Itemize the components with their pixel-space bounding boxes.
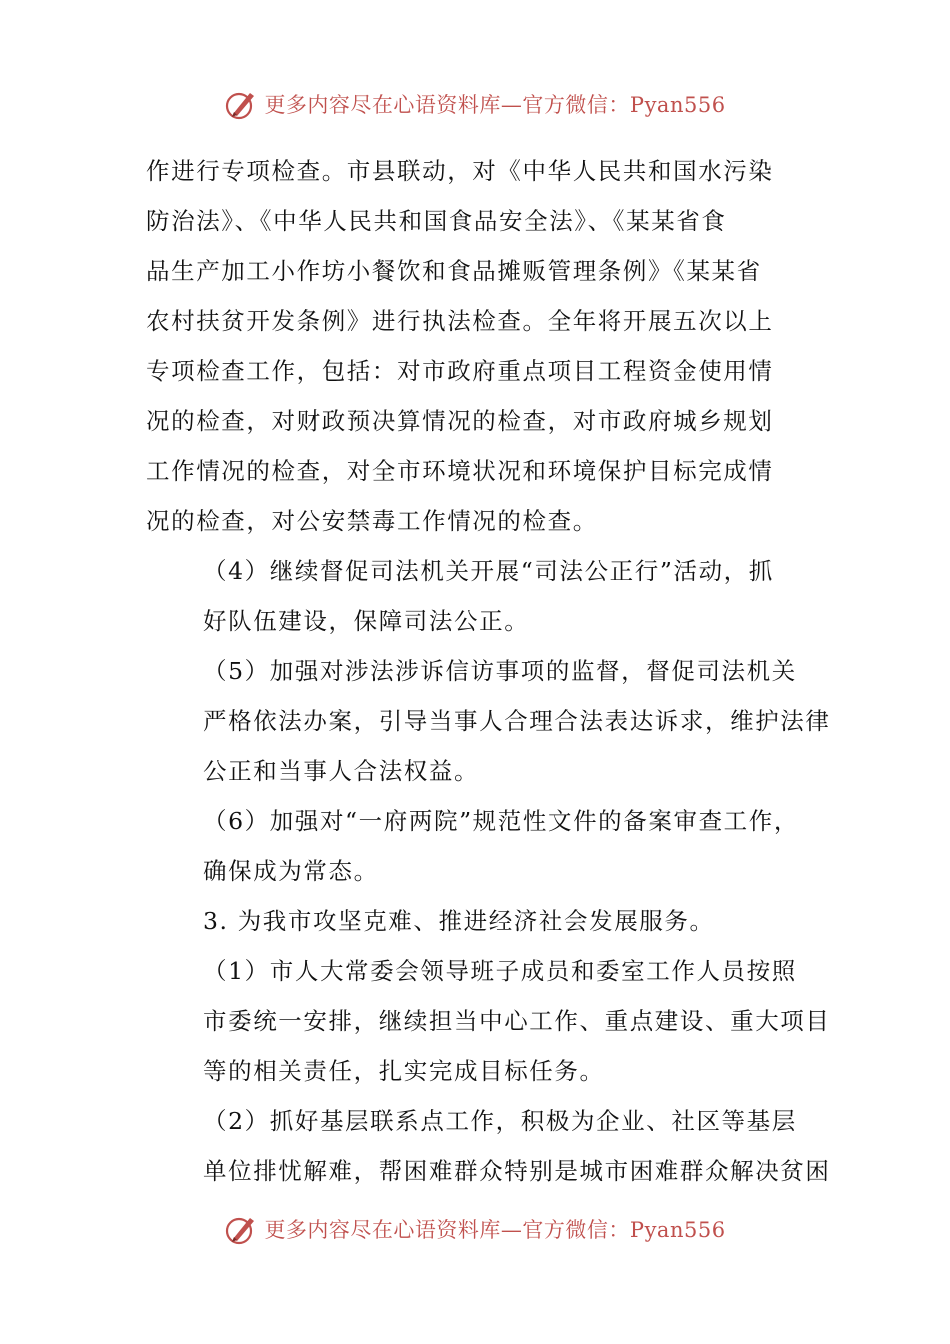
quill-pen-logo-icon [224,87,258,121]
text-line: 作进行专项检查。市县联动，对《中华人民共和国水污染 [146,157,774,185]
text-line: （6）加强对“一府两院”规范性文件的备案审查工作， [203,807,799,835]
paragraph [146,896,808,946]
paragraph [146,796,808,896]
document-body [146,146,831,1196]
text-line: 工作情况的检查，对全市环境状况和环境保护目标完成情 [146,457,774,485]
text-line: （1）市人大常委会领导班子成员和委室工作人员按照 [203,957,797,985]
text-line: 专项检查工作，包括：对市政府重点项目工程资金使用情 [146,357,774,385]
text-line: 农村扶贫开发条例》进行执法检查。全年将开展五次以上 [146,307,774,335]
banner-text: 更多内容尽在心语资料库—官方微信：Pyan556 [264,1218,726,1242]
paragraph [146,546,808,646]
text-line: 好队伍建设，保障司法公正。 [203,607,530,635]
header-banner [0,84,950,124]
text-line: （2）抓好基层联系点工作，积极为企业、社区等基层 [203,1107,797,1135]
text-line: 防治法》、《中华人民共和国食品安全法》、《某某省食 [146,207,727,235]
text-line: 确保成为常态。 [203,857,379,885]
quill-pen-logo-icon [224,1212,258,1246]
text-line: 等的相关责任，扎实完成目标任务。 [203,1057,605,1085]
text-line: 单位排忧解难，帮困难群众特别是城市困难群众解决贫困 [203,1157,831,1185]
text-line: 况的检查，对财政预决算情况的检查，对市政府城乡规划 [146,407,774,435]
paragraph [146,946,831,1096]
text-line: 市委统一安排，继续担当中心工作、重点建设、重大项目 [203,1007,831,1035]
text-line: 严格依法办案，引导当事人合理合法表达诉求，维护法律 [203,707,831,735]
text-line: 公正和当事人合法权益。 [203,757,480,785]
text-line: 况的检查，对公安禁毒工作情况的检查。 [146,507,598,535]
paragraph [146,146,808,546]
text-line: （5）加强对涉法涉诉信访事项的监督，督促司法机关 [203,657,797,685]
paragraph [146,1096,831,1196]
paragraph [146,646,831,796]
text-line: 品生产加工小作坊小餐饮和食品摊贩管理条例》《某某省 [146,257,762,285]
footer-banner [0,1209,950,1249]
text-line: 3. 为我市攻坚克难、推进经济社会发展服务。 [203,907,715,935]
text-line: （4）继续督促司法机关开展“司法公正行”活动，抓 [203,557,774,585]
banner-text: 更多内容尽在心语资料库—官方微信：Pyan556 [264,93,726,117]
